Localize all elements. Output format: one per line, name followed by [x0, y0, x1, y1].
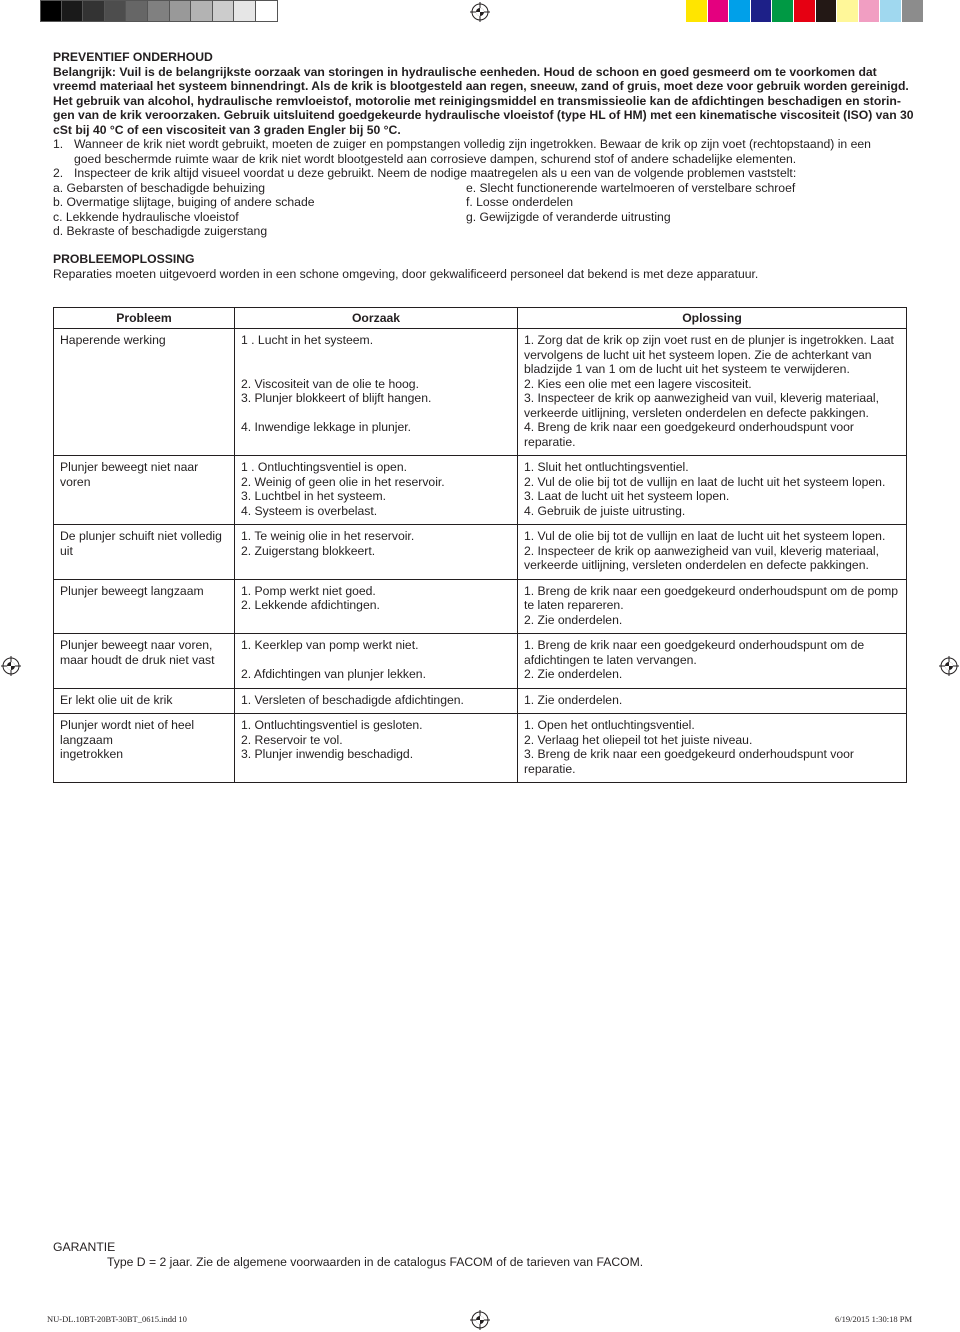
cell-line: 3. Laat de lucht uit het systeem lopen.: [524, 489, 730, 503]
cell-line: 4. Gebruik de juiste uitrusting.: [524, 503, 686, 518]
table-header-row: [54, 308, 907, 329]
checklist-item: g. Gewijzigde of veranderde uitrusting: [466, 209, 671, 224]
gray-swatch: [213, 0, 235, 22]
color-swatch: [794, 0, 816, 22]
cell-line: 2. Inspecteer de krik op aanwezigheid van vuil, kleverig materiaal,: [524, 543, 879, 558]
footer-file-info: NU-DL.10BT-20BT-30BT_0615.indd 10: [47, 1314, 187, 1324]
cause-cell: [235, 525, 518, 580]
registration-mark-icon: [939, 656, 959, 676]
color-swatch: [859, 0, 881, 22]
table-row: [54, 634, 907, 689]
cell-line: 3. Plunjer inwendig beschadigd.: [241, 747, 414, 761]
cell-line: Plunjer beweegt langzaam: [60, 583, 204, 598]
cell-line: 2. Kies een olie met een lagere viscositeit.: [524, 376, 752, 391]
column-header: Oplossing: [518, 308, 907, 329]
cell-line: 4. Inwendige lekkage in plunjer.: [241, 420, 412, 434]
section-title: GARANTIE: [53, 1240, 116, 1254]
table-row: [54, 688, 907, 714]
cell-line: 1. Breng de krik naar een goedgekeurd onderhoudspunt om de pomp: [524, 583, 899, 598]
section-title: PREVENTIEF ONDERHOUD: [53, 50, 213, 64]
cause-cell: [235, 688, 518, 714]
cell-line: Plunjer wordt niet of heel: [60, 718, 195, 732]
cell-line: 2. Lekkende afdichtingen.: [241, 598, 380, 612]
cell-line: langzaam: [60, 732, 113, 747]
troubleshooting-table: [53, 307, 907, 783]
footer-timestamp: 6/19/2015 1:30:18 PM: [835, 1314, 912, 1324]
color-swatch: [686, 0, 708, 22]
gray-swatch: [62, 0, 84, 22]
garantie-section: [53, 1240, 643, 1269]
warning-line: vreemd materiaal het systeem binnendringt. Als de krik is blootgesteld aan regen, sneeuw, zand of gruis, moet deze voor gebruik worden gereinigd.: [53, 79, 909, 93]
problem-cell: [54, 579, 235, 634]
cell-line: 1 . Lucht in het systeem.: [241, 333, 374, 347]
cell-line: [241, 362, 511, 377]
cell-line: 2. Afdichtingen van plunjer lekken.: [241, 667, 426, 681]
checklist-item: f. Losse onderdelen: [466, 195, 574, 209]
problem-cell: [54, 456, 235, 525]
table-row: [54, 579, 907, 634]
list-text: Wanneer de krik niet wordt gebruikt, moeten de zuiger en pompstangen volledig zijn ingetrokken. Bewaar de krik op zijn voet (rechtopstaand) in een: [74, 137, 871, 151]
cell-line: 4. Breng de krik naar een goedgekeurd onderhoudspunt voor: [524, 420, 854, 434]
cause-cell: [235, 329, 518, 456]
cell-line: [241, 406, 511, 421]
checklist-item: a. Gebarsten of beschadigde behuizing: [53, 180, 266, 195]
cell-line: Plunjer beweegt naar voren,: [60, 638, 213, 652]
registration-mark-icon: [470, 2, 490, 22]
cause-cell: [235, 579, 518, 634]
table-row: [54, 456, 907, 525]
cell-line: verkeerde uitlijning, versleten onderdelen en defecte pakkingen.: [524, 558, 869, 572]
cell-line: Er lekt olie uit de krik: [60, 692, 173, 707]
gray-swatch: [105, 0, 127, 22]
intro-text: Reparaties moeten uitgevoerd worden in een schone omgeving, door gekwalificeerd personeel dat bekend is met deze apparatuur.: [53, 266, 759, 281]
cell-line: 2. Zie onderdelen.: [524, 667, 623, 681]
cell-line: ingetrokken: [60, 747, 124, 761]
cell-line: 3. Breng de krik naar een goedgekeurd onderhoudspunt voor: [524, 747, 854, 761]
gray-swatch: [170, 0, 192, 22]
cause-cell: [235, 634, 518, 689]
color-bar: [686, 0, 924, 22]
cause-cell: [235, 456, 518, 525]
cell-line: 1 . Ontluchtingsventiel is open.: [241, 460, 407, 474]
list-text: goed beschermde ruimte waar de krik niet wordt blootgesteld aan corrosieve dampen, schurend stof of andere schadelijke elementen.: [74, 151, 797, 166]
preventief-section: [53, 50, 914, 281]
color-swatch: [729, 0, 751, 22]
problem-cell: [54, 525, 235, 580]
cell-line: vervolgens de lucht uit het systeem lopen. Zie de achterkant van: [524, 347, 872, 362]
registration-mark-icon: [470, 1310, 490, 1330]
checklist-item: c. Lekkende hydraulische vloeistof: [53, 209, 239, 224]
cell-line: De plunjer schuift niet volledig: [60, 529, 222, 543]
cell-line: uit: [60, 543, 73, 558]
cell-line: 1. Ontluchtingsventiel is gesloten.: [241, 718, 423, 732]
cell-line: 1. Open het ontluchtingsventiel.: [524, 718, 695, 732]
cell-line: 3. Luchtbel in het systeem.: [241, 489, 386, 503]
cell-line: 2. Zuigerstang blokkeert.: [241, 543, 376, 558]
list-item: [53, 166, 909, 181]
gray-swatch: [256, 0, 278, 22]
solution-cell: [518, 688, 907, 714]
cell-line: voren: [60, 474, 91, 489]
cell-line: 1. Versleten of beschadigde afdichtingen.: [241, 692, 464, 707]
cell-line: verkeerde uitlijning, versleten onderdelen en defecte pakkingen.: [524, 405, 869, 420]
cell-line: afdichtingen te laten vervangen.: [524, 652, 697, 667]
gray-swatch: [126, 0, 148, 22]
warning-line: gen van de krik veroorzaken. Gebruik uitsluitend goedgekeurde hydraulische vloeistof (type HL of HM) met een kinematische viscositeit (ISO) van 30: [53, 108, 914, 122]
solution-cell: [518, 714, 907, 783]
cell-line: 1. Sluit het ontluchtingsventiel.: [524, 460, 689, 474]
cell-line: te laten repareren.: [524, 598, 624, 612]
cell-line: 1. Pomp werkt niet goed.: [241, 583, 376, 598]
cell-line: 4. Systeem is overbelast.: [241, 503, 378, 518]
list-text: Inspecteer de krik altijd visueel voordat u deze gebruikt. Neem de nodige maatregelen als u een van de volgende problemen vaststelt:: [74, 166, 797, 180]
gray-swatch: [83, 0, 105, 22]
warning-line: cSt bij 40 °C of een viscositeit van 3 graden Engler bij 50 °C.: [53, 122, 401, 137]
gray-swatch: [148, 0, 170, 22]
gray-swatch: [234, 0, 256, 22]
table-row: [54, 714, 907, 783]
problem-cell: [54, 329, 235, 456]
cell-line: 1. Breng de krik naar een goedgekeurd onderhoudspunt om de: [524, 638, 865, 652]
cell-line: reparatie.: [524, 434, 576, 449]
solution-cell: [518, 634, 907, 689]
problem-cell: [54, 714, 235, 783]
problem-cell: [54, 634, 235, 689]
checklist-item: d. Bekraste of beschadigde zuigerstang: [53, 224, 268, 238]
list-number: 2.: [53, 166, 64, 180]
checklist-item: e. Slecht functionerende wartelmoeren of verstelbare schroef: [466, 180, 796, 195]
cell-line: Haperende werking: [60, 333, 166, 347]
color-swatch: [772, 0, 794, 22]
solution-cell: [518, 525, 907, 580]
grayscale-bar: [40, 0, 278, 22]
cause-cell: [235, 714, 518, 783]
problem-cell: [54, 688, 235, 714]
cell-line: 1. Vul de olie bij tot de vullijn en laat de lucht uit het systeem lopen.: [524, 529, 886, 543]
color-swatch: [902, 0, 924, 22]
cell-line: 2. Verlaag het oliepeil tot het juiste niveau.: [524, 732, 753, 747]
cell-line: 1. Keerklep van pomp werkt niet.: [241, 638, 419, 652]
column-header: Oorzaak: [235, 308, 518, 329]
cell-line: 2. Viscositeit van de olie te hoog.: [241, 376, 419, 391]
cell-line: [241, 653, 511, 668]
cell-line: 3. Plunjer blokkeert of blijft hangen.: [241, 391, 432, 405]
cell-line: 1. Zorg dat de krik op zijn voet rust en de plunjer is ingetrokken. Laat: [524, 333, 894, 347]
cell-line: 2. Weinig of geen olie in het reservoir.: [241, 474, 445, 489]
color-swatch: [751, 0, 773, 22]
gray-swatch: [40, 0, 62, 22]
cell-line: 3. Inspecteer de krik op aanwezigheid van vuil, kleverig materiaal,: [524, 391, 879, 405]
cell-line: 2. Reservoir te vol.: [241, 732, 343, 747]
registration-mark-icon: [1, 656, 21, 676]
solution-cell: [518, 579, 907, 634]
problem-checklist: [53, 181, 909, 239]
color-swatch: [708, 0, 730, 22]
cell-line: 2. Vul de olie bij tot de vullijn en laat de lucht uit het systeem lopen.: [524, 474, 886, 489]
list-number: 1.: [53, 137, 64, 151]
color-swatch: [816, 0, 838, 22]
list-item: [53, 137, 909, 152]
cell-line: 1. Te weinig olie in het reservoir.: [241, 529, 415, 543]
table-row: [54, 525, 907, 580]
cell-line: 1. Zie onderdelen.: [524, 692, 623, 707]
color-swatch: [837, 0, 859, 22]
warning-line: Het gebruik van alcohol, hydraulische remvloeistof, motorolie met reinigingsmiddel en transmissieolie kan de afdichtingen beschadigen en storin-: [53, 93, 901, 108]
cell-line: bladzijde 1 van 1 om de lucht uit het systeem te verwijderen.: [524, 362, 850, 376]
table-row: [54, 329, 907, 456]
color-swatch: [880, 0, 902, 22]
solution-cell: [518, 456, 907, 525]
cell-line: maar houdt de druk niet vast: [60, 652, 215, 667]
column-header: Probleem: [54, 308, 235, 329]
cell-line: 2. Zie onderdelen.: [524, 612, 623, 627]
solution-cell: [518, 329, 907, 456]
checklist-item: b. Overmatige slijtage, buiging of andere schade: [53, 195, 315, 209]
warning-line: Belangrijk: Vuil is de belangrijkste oorzaak van storingen in hydraulische eenheden. Houd de schoon en goed gesmeerd om te voorkomen dat: [53, 64, 877, 79]
cell-line: reparatie.: [524, 761, 576, 776]
cell-line: [241, 348, 511, 363]
gray-swatch: [191, 0, 213, 22]
garantie-text: Type D = 2 jaar. Zie de algemene voorwaarden in de catalogus FACOM of de tarieven van FACOM.: [107, 1254, 644, 1269]
section-title: PROBLEEMOPLOSSING: [53, 252, 195, 266]
cell-line: Plunjer beweegt niet naar: [60, 460, 199, 474]
